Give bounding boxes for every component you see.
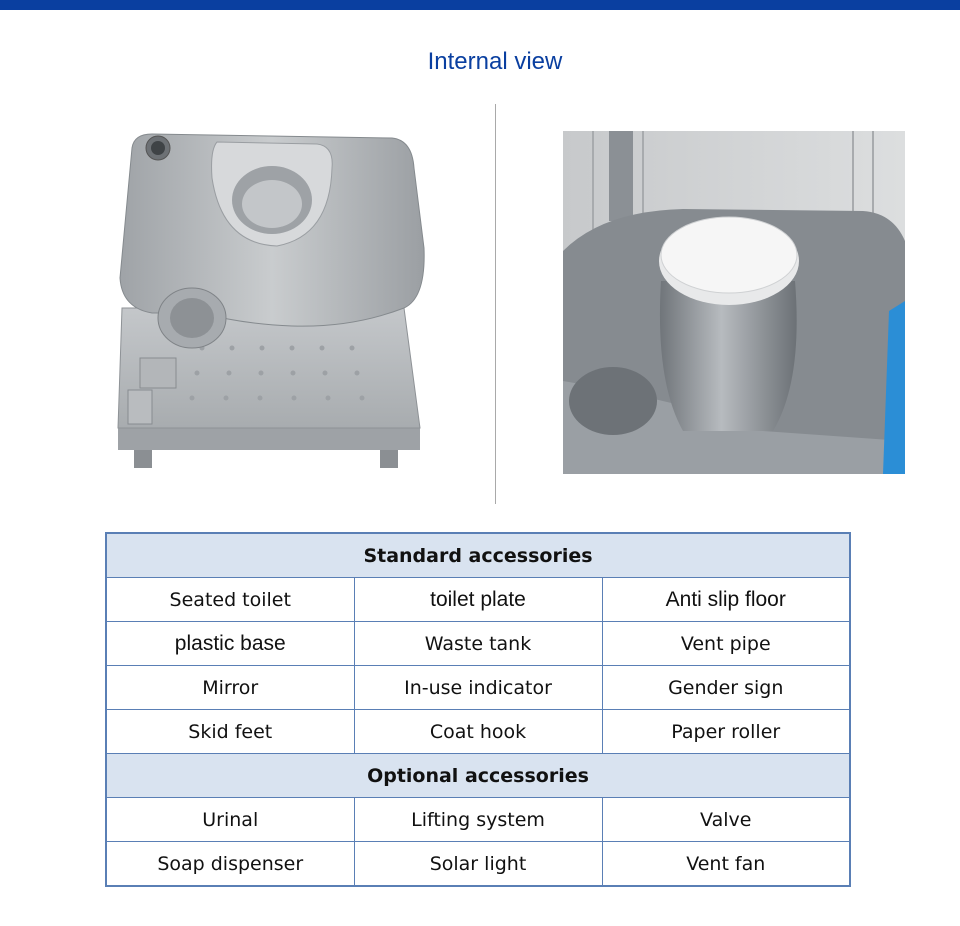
table-cell: Paper roller bbox=[602, 710, 850, 754]
table-row bbox=[106, 842, 850, 887]
table-cell: In-use indicator bbox=[354, 666, 602, 710]
image-divider bbox=[495, 104, 496, 504]
table-cell: Gender sign bbox=[602, 666, 850, 710]
table-cell: plastic base bbox=[106, 622, 354, 666]
table-cell: Lifting system bbox=[354, 798, 602, 842]
table-row bbox=[106, 710, 850, 754]
optional-accessories-header: Optional accessories bbox=[106, 754, 850, 798]
top-accent-bar bbox=[0, 0, 960, 10]
table-cell: Vent fan bbox=[602, 842, 850, 887]
optional-header-row bbox=[106, 754, 850, 798]
table-cell: toilet plate bbox=[354, 578, 602, 622]
table-cell: Solar light bbox=[354, 842, 602, 887]
table-cell: Soap dispenser bbox=[106, 842, 354, 887]
page-title: Internal view bbox=[427, 48, 563, 75]
standard-header-row bbox=[106, 533, 850, 578]
table-cell: Urinal bbox=[106, 798, 354, 842]
toilet-base-image bbox=[112, 128, 432, 473]
table-row bbox=[106, 578, 850, 622]
table-row bbox=[106, 622, 850, 666]
table-row bbox=[106, 666, 850, 710]
table-cell: Mirror bbox=[106, 666, 354, 710]
table-cell: Skid feet bbox=[106, 710, 354, 754]
table-cell: Anti slip floor bbox=[602, 578, 850, 622]
table-cell: Vent pipe bbox=[602, 622, 850, 666]
table-cell: Seated toilet bbox=[106, 578, 354, 622]
table-cell: Coat hook bbox=[354, 710, 602, 754]
table-cell: Waste tank bbox=[354, 622, 602, 666]
table-cell: Valve bbox=[602, 798, 850, 842]
accessories-table bbox=[105, 532, 851, 887]
standard-accessories-header: Standard accessories bbox=[106, 533, 850, 578]
installed-toilet-image bbox=[563, 131, 905, 474]
table-row bbox=[106, 798, 850, 842]
